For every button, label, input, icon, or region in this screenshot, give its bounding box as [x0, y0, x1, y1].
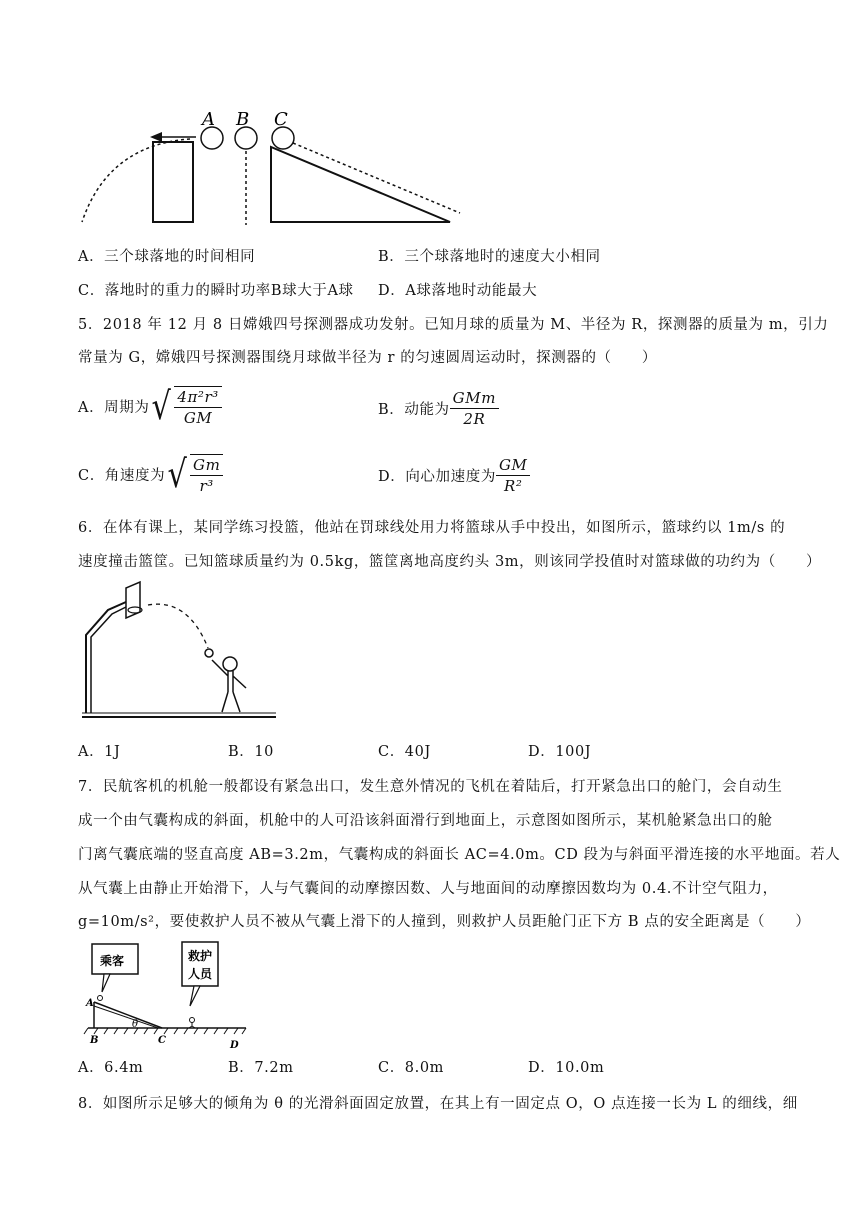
- fig-rescuer-label-1: 救护: [188, 949, 213, 963]
- q4-option-d[interactable]: D．A球落地时动能最大: [378, 283, 538, 299]
- ball-a: [201, 127, 223, 149]
- q6-option-d[interactable]: D．100J: [528, 744, 592, 760]
- fig7-label-d: D: [230, 1040, 239, 1050]
- q5-b-numerator: GMm: [450, 388, 499, 409]
- fig7-label-a: A: [86, 998, 94, 1009]
- player-head: [223, 657, 237, 671]
- ball-b: [235, 127, 257, 149]
- q5-d-denominator: R²: [503, 477, 523, 495]
- q5-d-numerator: GM: [496, 455, 531, 476]
- q7-line-4: 从气囊上由静止开始滑下，人与气囊间的动摩擦因数、人与地面间的动摩擦因数均为 0.4.不计空气阻力，: [78, 881, 778, 897]
- q5-option-c[interactable]: [78, 450, 223, 498]
- sqrt-symbol: √ $\frac{Gm}{\text{r³}}$: [165, 450, 223, 498]
- fig-rescuer-label-2: 人员: [188, 967, 213, 981]
- q5-option-a-prefix: A．周期为: [78, 399, 150, 416]
- trajectory-a: [82, 139, 190, 222]
- fig7-label-b: B: [90, 1035, 99, 1046]
- q6-line-1: 6．在体有课上，某同学练习投篮，他站在罚球线处用力将篮球从手中投出，如图所示，篮球约以 1m/s 的: [78, 520, 786, 536]
- ball-trajectory: [148, 604, 208, 648]
- three-balls-figure: [78, 105, 468, 230]
- incline: [271, 147, 450, 222]
- arrow-left-icon: [150, 132, 162, 142]
- q5-option-d[interactable]: [378, 455, 530, 496]
- q7-option-c[interactable]: C．8.0m: [378, 1060, 445, 1076]
- fig7-label-c: C: [158, 1035, 166, 1046]
- q7-option-b[interactable]: B．7.2m: [228, 1060, 294, 1076]
- q5-option-b-prefix: B．动能为: [378, 402, 450, 418]
- fig-label-b: B: [236, 109, 250, 130]
- q5-option-b[interactable]: [378, 388, 499, 429]
- fig-label-a: A: [202, 109, 215, 130]
- q5-option-d-prefix: D．向心加速度为: [378, 469, 496, 485]
- q5-a-denominator: GM: [183, 409, 213, 427]
- q7-option-d[interactable]: D．10.0m: [528, 1060, 605, 1076]
- sqrt-symbol: √ $\frac{\text{4π²r³}}{GM}$: [149, 382, 221, 430]
- q6-option-a[interactable]: A．1J: [78, 744, 121, 760]
- q5-line-1: 5．2018 年 12 月 8 日嫦娥四号探测器成功发射。已知月球的质量为 M、半径为 R，探测器的质量为 m，引力: [78, 317, 829, 333]
- q5-option-c-prefix: C．角速度为: [78, 467, 166, 484]
- q6-line-2: 速度撞击篮筐。已知篮球质量约为 0.5kg，篮筐离地高度约头 3m，则该同学投值时对篮球做的功约为（ ）: [78, 554, 822, 570]
- q6-option-c[interactable]: C．40J: [378, 744, 431, 760]
- left-block: [153, 142, 193, 222]
- q7-line-1: 7．民航客机的机舱一般都设有紧急出口，发生意外情况的飞机在着陆后，打开紧急出口的舱门，会自动生: [78, 779, 783, 795]
- ball-c: [272, 127, 294, 149]
- basketball: [205, 649, 213, 657]
- evacuation-slide-figure: [78, 940, 258, 1050]
- slide-incline: [94, 1002, 162, 1028]
- q7-line-3: 门离气囊底端的竖直高度 AB=3.2m，气囊构成的斜面长 AC=4.0m。CD 段为与斜面平滑连接的水平地面。若人: [78, 847, 841, 863]
- basketball-figure: [78, 580, 278, 720]
- player-body: [212, 660, 246, 712]
- trajectory-c: [293, 143, 460, 213]
- q5-c-denominator: r³: [199, 477, 214, 495]
- fig7-label-theta: θ: [132, 1019, 139, 1030]
- fig-passenger-label: 乘客: [100, 954, 125, 968]
- q5-a-numerator: 4π²r³: [174, 387, 222, 408]
- q4-option-c[interactable]: C．落地时的重力的瞬时功率B球大于A球: [78, 283, 354, 299]
- q7-line-5: g=10m/s²，要使救护人员不被从气囊上滑下的人撞到，则救护人员距舱门正下方 B 点的安全距离是（ ）: [78, 914, 811, 930]
- q5-option-a[interactable]: [78, 382, 222, 430]
- q7-line-2: 成一个由气囊构成的斜面，机舱中的人可沿该斜面滑行到地面上，示意图如图所示，某机舱紧急出口的舱: [78, 813, 773, 829]
- q8-line-1: 8．如图所示足够大的倾角为 θ 的光滑斜面固定放置，在其上有一固定点 O，O 点连接一长为 L 的细线，细: [78, 1096, 798, 1112]
- q5-b-denominator: 2R: [463, 410, 486, 428]
- q7-option-a[interactable]: A．6.4m: [78, 1060, 144, 1076]
- q5-line-2: 常量为 G，嫦娥四号探测器围绕月球做半径为 r 的匀速圆周运动时，探测器的（ ）: [78, 350, 657, 366]
- q6-option-b[interactable]: B．10: [228, 744, 275, 760]
- q4-option-a[interactable]: A．三个球落地的时间相同: [78, 249, 256, 265]
- fig-label-c: C: [274, 109, 288, 130]
- hoop-pole: [86, 602, 126, 713]
- q4-option-b[interactable]: B．三个球落地时的速度大小相同: [378, 249, 601, 265]
- q5-c-numerator: Gm: [190, 455, 223, 476]
